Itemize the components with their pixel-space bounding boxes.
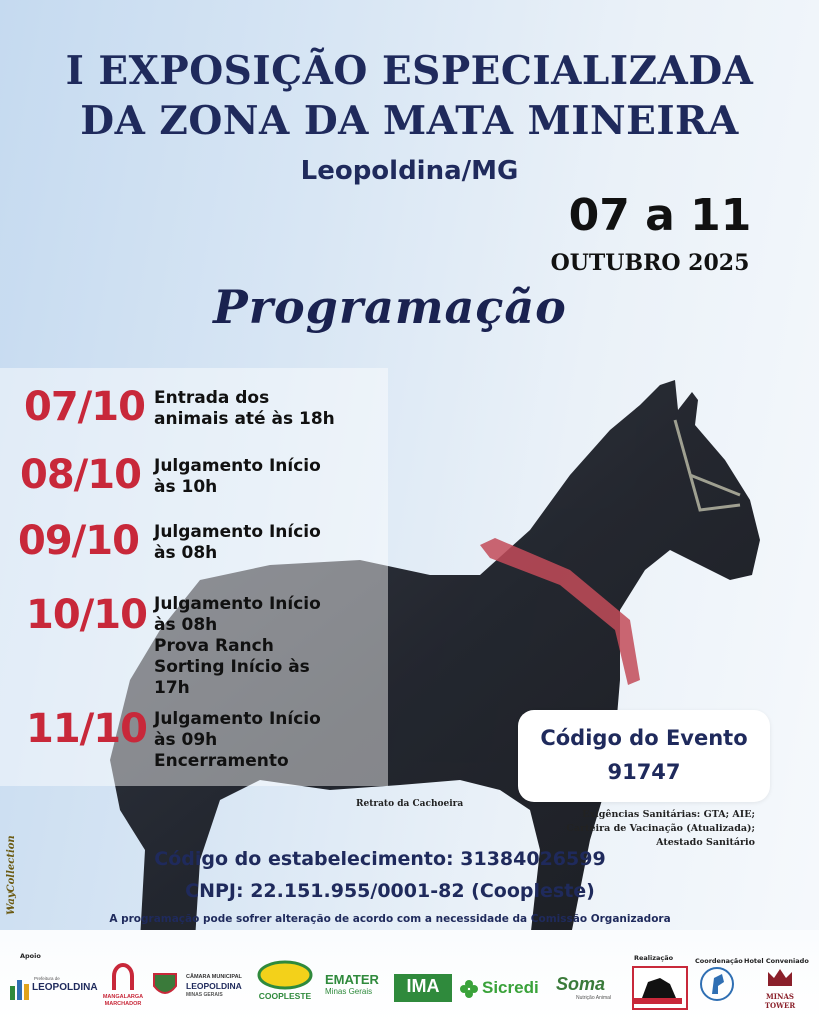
leopoldina-prefeitura-logo: Prefeitura de LEOPOLDINA [8,968,100,1008]
event-month-year: OUTUBRO 2025 [550,250,750,276]
city-subtitle: Leopoldina/MG [300,156,519,186]
schedule-day: 08/10 [20,452,141,498]
event-code-label: Código do Evento [540,726,748,750]
apoio-label: Apoio [20,952,41,960]
horse-caption: Retrato da Cachoeira [356,799,464,809]
realizacao-logo [632,966,688,1010]
schedule-day: 11/10 [26,706,147,752]
schedule-desc: Julgamento Início às 08h Prova Ranch Sorting Início às 17h [154,594,321,698]
event-dates: 07 a 11 [568,190,752,241]
schedule-day: 10/10 [26,592,147,638]
minas-tower-logo: MINAS TOWER [754,966,806,1010]
schedule-desc: Julgamento Início às 08h [154,522,321,563]
establishment-code: Código do estabelecimento: 31384026599 [154,848,606,870]
soma-logo: Soma Nutrição Animal [556,974,612,1001]
mangalarga-logo: MANGALARGA MARCHADOR [100,962,146,1012]
schedule-desc: Julgamento Início às 10h [154,456,321,497]
realizacao-label: Realização [634,954,674,962]
coordenacao-logo [698,964,736,1008]
schedule-desc: Julgamento Início às 09h Encerramento [154,709,321,771]
camara-logo: CÂMARA MUNICIPAL LEOPOLDINA MINAS GERAIS [150,968,250,1006]
sanitary-requirements: Exigências Sanitárias: GTA; AIE; Carteira de Vacinação (Atualizada); Atestado Sanitário [566,809,755,848]
photographer-watermark: WayCollection [6,835,17,915]
horse-rider-icon [634,968,682,1004]
event-code-box [518,710,770,802]
title-line-2: DA ZONA DA MATA MINEIRA [80,98,739,144]
cnpj: CNPJ: 22.151.955/0001-82 (Coopleste) [185,880,595,902]
title-line-1: I EXPOSIÇÃO ESPECIALIZADA [65,48,754,94]
ima-logo: IMA [394,974,452,1002]
coopleste-emblem-icon [255,960,315,990]
horseshoe-icon [108,962,138,992]
hotel-label: Hotel Conveniado [744,957,809,965]
coopleste-logo: COOPLESTE [252,960,318,1010]
event-code-value: 91747 [607,760,681,784]
schedule-day: 07/10 [24,384,145,430]
schedule-day: 09/10 [18,518,139,564]
schedule-desc: Entrada dos animais até às 18h [154,388,335,429]
horse-head-circle-icon [698,964,736,1008]
sicredi-logo: Sicredi [458,976,552,1002]
coat-of-arms-icon [150,970,180,1000]
crown-icon [765,966,795,990]
city-buildings-icon [8,972,34,1002]
coordenacao-label: Coordenação [695,957,743,965]
sicredi-flower-icon [458,978,480,1000]
schedule-change-notice: A programação pode sofrer alteração de acordo com a necessidade da Comissão Organizadora [109,913,671,925]
emater-logo: EMATER Minas Gerais [325,972,379,996]
section-heading: Programação [213,280,567,334]
